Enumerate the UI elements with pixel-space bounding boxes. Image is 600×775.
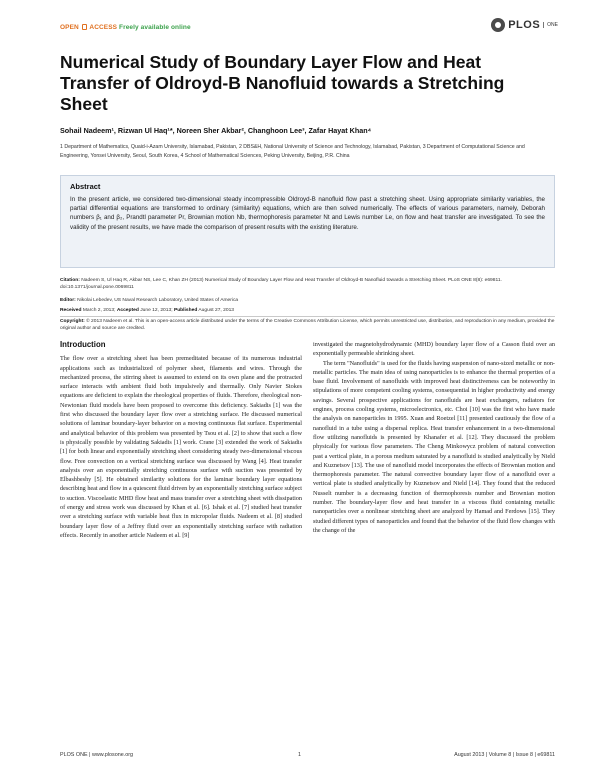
footer-issue: August 2013 | Volume 8 | Issue 8 | e69811 — [454, 752, 555, 758]
plos-logo-sub: ONE — [543, 22, 558, 28]
citation-text: Nadeem S, Ul Haq R, Akbar NS, Lee C, Khan ZH (2013) Numerical Study of Boundary Layer Flow and Heat Transfer of Oldroyd-B Nanofluid towards a Stretching Sheet. PLoS ONE 8(8): e69811. doi:10.1371/journal.pone.0069811 — [60, 278, 502, 291]
open-access-banner — [60, 24, 191, 31]
published-date: August 27, 2013 — [198, 308, 235, 313]
freely-available-label: Freely available online — [119, 24, 191, 31]
affiliations: 1 Department of Mathematics, Quaid-i-Azam University, Islamabad, Pakistan, 2 DBS&H, National University of Science and Technology, Islamabad, Pakistan, 3 Department of Computational Science and Engineering, Yonsei University, Seoul, South Korea, 4 School of Mathematical Sciences, Peking University, Beijing, P.R. China — [60, 144, 525, 159]
plos-logo-text: PLOS — [508, 19, 541, 31]
accepted-label: Accepted — [116, 308, 139, 313]
intro-right-column — [313, 340, 555, 535]
copyright-text: © 2013 Nadeem et al. This is an open-access article distributed under the terms of the Creative Commons Attribution License, which permits unrestricted use, distribution, and reproduction in any medium, provided the original author and source are credited. — [60, 319, 555, 332]
intro-paragraph: The flow over a stretching sheet has been premeditated because of its numerous industrial applications such as industrialized of polymer sheet, filaments and wires. Through the mechanized process, the stirring sheet is assumed to extend on its own plane and the protracted surface interacts with ambient fluid both impulsively and thermally. Only Navier Stokes equations are deficient to explain the rheological properties of fluids. Therefore, rheological non-Newtonian fluid models have been proposed to overcome this deficiency. Sakiadis [1] was the first who discussed the boundary layer flow over a stretching surface. He discussed numerical solutions of laminar boundary-layer behavior on a moving continuous flat surface. Experimental and analytical behavior of this problem was presented by Tsou et al. [2] to show that such a flow is physically possible by validating Sakiadis [1] work. Crane [3] extended the work of Sakiadis [1] for both linear and exponentially stretching sheet considering steady two-dimensional viscous flow. Free convection on a vertical stretching surface was discussed by Wang [4]. Heat transfer analysis over an exponentially stretching continuous surface with suction was presented by Elbashbeshy [5]. He obtained similarity solutions for the laminar boundary layer equations describing heat and flow in a quiescent fluid driven by an exponentially stretching surface subject to suction. Viscoelastic MHD flow heat and mass transfer over a stretching sheet with dissipation of energy and stress work was discussed by Khan et al. [6]. Ishak et al. [7] studied heat transfer over a stretching surface with variable heat flux in micropolar fluids. Nadeem et al. [8] studied boundary layer flow of a Jeffrey fluid over an exponentially stretching surface with radiation effects. Recently in another article Nadeem et al. [9] — [60, 355, 302, 539]
editor-line — [60, 297, 555, 304]
dates-line — [60, 307, 555, 314]
received-label: Received — [60, 308, 82, 313]
introduction-heading: Introduction — [60, 340, 106, 349]
abstract-heading: Abstract — [70, 182, 101, 191]
citation-label: Citation: — [60, 278, 80, 283]
abstract-text: In the present article, we considered two-dimensional steady incompressible Oldroyd-B nanofluid flow past a stretching sheet. Using appropriate similarity variables, the partial differential equations are transformed to ordinary (similarity) equations, which are then solved numerically. The effects of various parameters, namely, Deborah numbers β₁ and β₂, Prandtl parameter Pr, Brownian motion Nb, thermophoresis parameter Nt and Lewis number Le, on flow and heat transfer are investigated. To see the validity of the present results, we have made the comparison of present results with the existing literature. — [70, 196, 545, 231]
open-lock-icon — [82, 24, 87, 30]
copyright-label: Copyright: — [60, 319, 85, 324]
page-footer — [60, 752, 555, 762]
footer-journal: PLOS ONE | www.plosone.org — [60, 752, 134, 758]
footer-page-number: 1 — [298, 752, 301, 758]
citation-line — [60, 277, 555, 292]
abstract-box — [60, 175, 555, 268]
author-list: Sohail Nadeem¹, Rizwan Ul Haq¹*, Noreen Sher Akbar², Changhoon Lee³, Zafar Hayat Khan⁴ — [60, 126, 372, 135]
plos-one-logo — [491, 18, 558, 32]
published-label: Published — [173, 308, 198, 313]
intro-paragraph: investigated the magnetohydrodynamic (MHD) boundary layer flow of a Casson fluid over an exponentially permeable shrinking sheet. — [313, 341, 555, 358]
editor-label: Editor: — [60, 298, 76, 303]
received-date: March 2, 2013; — [82, 308, 116, 313]
copyright-line — [60, 318, 555, 333]
plos-logo-icon — [491, 18, 505, 32]
oa-access-label: ACCESS — [89, 24, 118, 31]
article-title: Numerical Study of Boundary Layer Flow and Heat Transfer of Oldroyd-B Nanofluid towards a Stretching Sheet — [60, 52, 505, 114]
oa-open-label: OPEN — [60, 24, 79, 31]
editor-text: Nikolai Lebedev, US Naval Research Laboratory, United States of America — [77, 298, 239, 303]
intro-paragraph: The term "Nanofluids" is used for the fluids having suspension of nano-sized metallic or non-metallic particles. The main idea of using nanoparticles is to enhance the thermal properties of a base fluid. Involvement of nanofluids with improved heat distinctiveness can be noteworthy in stipulations of more competent cooling systems, consequential in higher productivity and energy savings. Several prospective applications for nanofluids are heat exchangers, radiators for engines, process cooling systems, microelectronics, etc. Choi [10] was the first who have made the analysis on nanoparticles in 1995. Xuan and Roetzel [11] presented cautiously the flow of a nanofluid in a tube using a dispersal replica. Heat transfer enhancement in a two-dimensional flow utilizing nanofluids is presented by Khanafer et al. [12]. They discussed the problem physically for various flow parameters. The Cheng Minkowycz problem of natural convection past a vertical plate, in a porous medium saturated by a nanofluid is studied analytically by Nield and Kuznetsov [13]. The use of nanofluid model incorporates the effects of Brownian motion and thermophoresis parameter. The natural convective boundary layer flow of a nanofluid over a vertical plate is studied analytically by Kuznetsov and Nield [14]. They found that the reduced Nusselt number is a decreasing function of thermophoresis number and Brownian motion number. The boundary-layer flow and heat transfer in a viscous fluid containing metallic nanoparticles over a nonlinear stretching sheet are analyzed by Hamad and Ferdows [15]. They studied different types of nanoparticles and found that the behavior of the fluid flow changes with the change of the — [313, 359, 555, 534]
accepted-date: June 12, 2013; — [140, 308, 173, 313]
intro-left-column — [60, 340, 302, 540]
meta-divider — [60, 316, 555, 317]
